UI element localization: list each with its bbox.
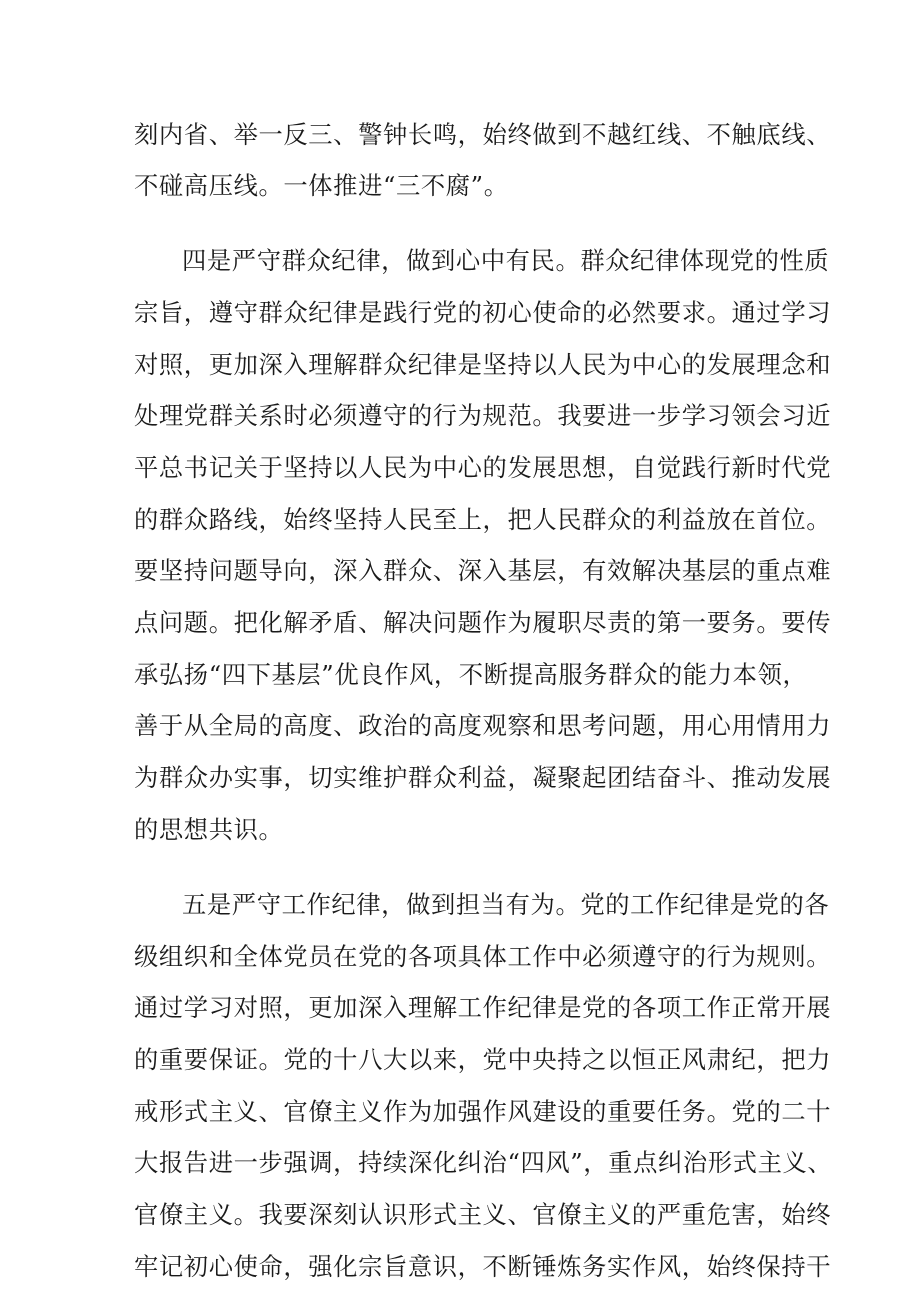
text-line: 官僚主义。我要深刻认识形式主义、官僚主义的严重危害，始终 [134,1200,832,1229]
text-line: 对照，更加深入理解群众纪律是坚持以人民为中心的发展理念和 [134,350,832,379]
text-line: 为群众办实事，切实维护群众利益，凝聚起团结奋斗、推动发展 [134,763,832,792]
text-line: 点问题。把化解矛盾、解决问题作为履职尽责的第一要务。要传 [134,608,832,637]
text-line: 的思想共识。 [134,815,284,844]
text-line: 通过学习对照，更加深入理解工作纪律是党的各项工作正常开展 [134,993,832,1022]
paragraph-start-line: 四是严守群众纪律，做到心中有民。群众纪律体现党的性质 [182,246,830,275]
text-line: 要坚持问题导向，深入群众、深入基层，有效解决基层的重点难 [134,556,832,585]
text-line: 大报告进一步强调，持续深化纠治“四风”，重点纠治形式主义、 [134,1148,833,1177]
text-line: 戒形式主义、官僚主义作为加强作风建设的重要任务。党的二十 [134,1097,832,1126]
text-line: 的重要保证。党的十八大以来，党中央持之以恒正风肃纪，把力 [134,1045,832,1074]
text-line: 刻内省、举一反三、警钟长鸣，始终做到不越红线、不触底线、 [134,120,832,149]
paragraph-start-line: 五是严守工作纪律，做到担当有为。党的工作纪律是党的各 [182,890,830,919]
text-line: 处理党群关系时必须遵守的行为规范。我要进一步学习领会习近 [134,401,832,430]
text-line: 善于从全局的高度、政治的高度观察和思考问题，用心用情用力 [134,711,832,740]
text-line: 平总书记关于坚持以人民为中心的发展思想，自觉践行新时代党 [134,453,832,482]
text-line: 不碰高压线。一体推进“三不腐”。 [134,171,509,200]
text-line: 级组织和全体党员在党的各项具体工作中必须遵守的行为规则。 [134,942,832,971]
text-line: 承弘扬“四下基层”优良作风，不断提高服务群众的能力本领， [134,660,808,689]
text-line: 的群众路线，始终坚持人民至上，把人民群众的利益放在首位。 [134,505,832,534]
text-line: 牢记初心使命，强化宗旨意识，不断锤炼务实作风，始终保持干 [134,1252,832,1281]
text-line: 宗旨，遵守群众纪律是践行党的初心使命的必然要求。通过学习 [134,298,832,327]
